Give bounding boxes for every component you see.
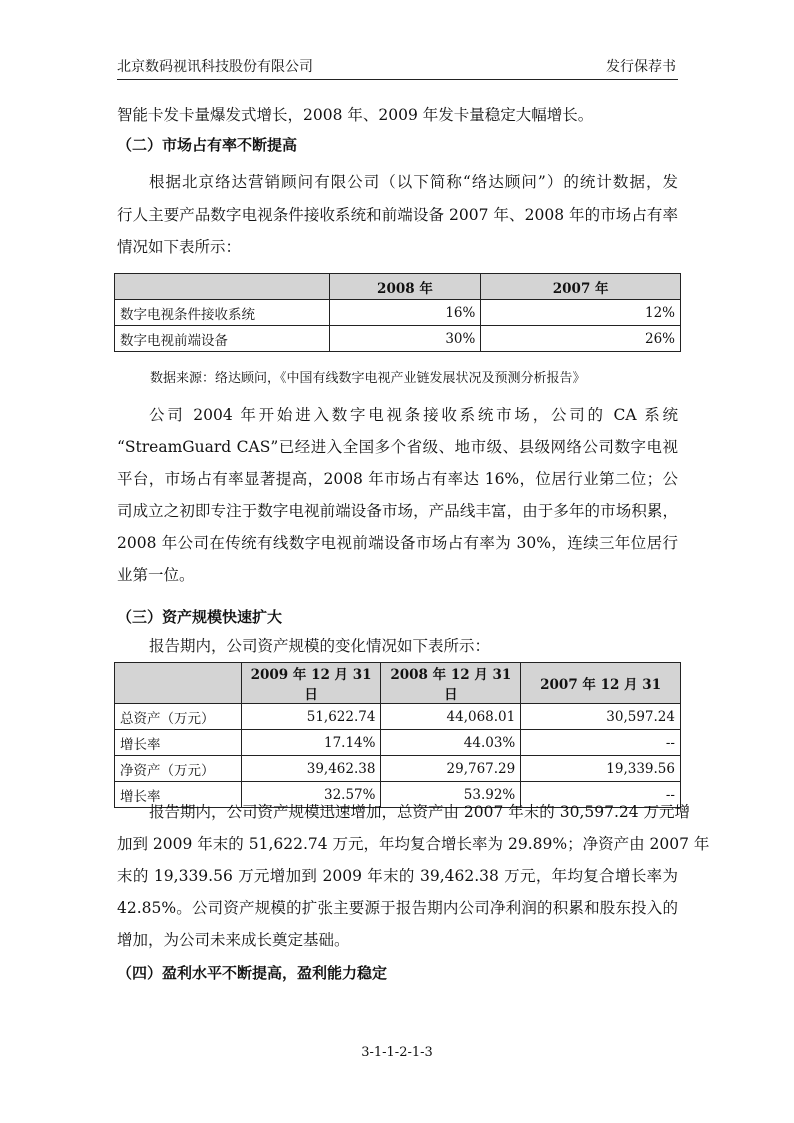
table-header-cell: 2008 年 xyxy=(329,274,481,300)
row-label: 数字电视条件接收系统 xyxy=(115,300,330,326)
table-cell: 19,339.56 xyxy=(521,756,681,782)
table-cell: 29,767.29 xyxy=(381,756,521,782)
table-cell: 32.57% xyxy=(241,782,381,808)
table-row xyxy=(115,756,681,782)
row-label: 净资产（万元） xyxy=(115,756,242,782)
table-header-cell: 2008 年 12 月 31 日 xyxy=(381,663,521,704)
market-share-table xyxy=(114,273,681,352)
table-row xyxy=(115,704,681,730)
table-cell: 44,068.01 xyxy=(381,704,521,730)
section3-heading: （三）资产规模快速扩大 xyxy=(117,608,283,626)
section2-heading: （二）市场占有率不断提高 xyxy=(117,136,298,154)
section2-p1-line2: 行人主要产品数字电视条件接收系统和前端设备 2007 年、2008 年的市场占有率 xyxy=(117,206,678,224)
header-rule xyxy=(117,79,678,80)
section2-p2-line3: 平台，市场占有率显著提高，2008 年市场占有率达 16%，位居行业第二位；公 xyxy=(117,470,678,488)
table-header-cell: 2007 年 xyxy=(481,274,681,300)
table-header-row xyxy=(115,274,681,300)
table-header-cell xyxy=(115,274,330,300)
intro-paragraph: 智能卡发卡量爆发式增长，2008 年、2009 年发卡量稳定大幅增长。 xyxy=(117,106,594,124)
table-header-cell: 2009 年 12 月 31 日 xyxy=(241,663,381,704)
section3-p-line1: 报告期内，公司资产规模迅速增加，总资产由 2007 年末的 30,597.24 万元增 xyxy=(149,803,691,821)
row-label: 增长率 xyxy=(115,730,242,756)
section2-p1-line3: 情况如下表所示： xyxy=(117,238,242,256)
section3-p-line4: 42.85%。公司资产规模的扩张主要源于报告期内公司净利润的积累和股东投入的 xyxy=(117,899,678,917)
table-cell: 53.92% xyxy=(381,782,521,808)
row-label: 总资产（万元） xyxy=(115,704,242,730)
section2-p2-line1: 公司 2004 年开始进入数字电视条接收系统市场，公司的 CA 系统 xyxy=(149,406,678,424)
table-header-row xyxy=(115,663,681,704)
header-doc-type: 发行保荐书 xyxy=(606,59,676,75)
section3-p-line2: 加到 2009 年末的 51,622.74 万元，年均复合增长率为 29.89%；净资产由 2007 年 xyxy=(117,835,710,853)
table-cell: 16% xyxy=(329,300,481,326)
table-cell: -- xyxy=(521,782,681,808)
page-number: 3-1-1-2-1-3 xyxy=(361,1045,433,1060)
table-source-note: 数据来源：络达顾问，《中国有线数字电视产业链发展状况及预测分析报告》 xyxy=(150,371,586,386)
section3-p-line3: 末的 19,339.56 万元增加到 2009 年末的 39,462.38 万元，年均复合增长率为 xyxy=(117,867,678,885)
table-cell: 26% xyxy=(481,326,681,352)
section2-p1-line1: 根据北京络达营销顾问有限公司（以下简称“络达顾问”）的统计数据，发 xyxy=(149,173,678,191)
table-cell: 17.14% xyxy=(241,730,381,756)
section4-heading: （四）盈利水平不断提高，盈利能力稳定 xyxy=(117,964,388,982)
row-label: 增长率 xyxy=(115,782,242,808)
section2-p2-line4: 司成立之初即专注于数字电视前端设备市场，产品线丰富，由于多年的市场积累， xyxy=(117,502,678,520)
table-cell: 12% xyxy=(481,300,681,326)
section3-intro: 报告期内，公司资产规模的变化情况如下表所示： xyxy=(149,637,491,655)
table-header-cell: 2007 年 12 月 31 xyxy=(521,663,681,704)
section2-p2-line5: 2008 年公司在传统有线数字电视前端设备市场占有率为 30%，连续三年位居行 xyxy=(117,534,678,552)
table-row xyxy=(115,300,681,326)
table-header-cell xyxy=(115,663,242,704)
header-company: 北京数码视讯科技股份有限公司 xyxy=(117,59,313,75)
table-cell: 51,622.74 xyxy=(241,704,381,730)
table-cell: -- xyxy=(521,730,681,756)
section2-p2-line6: 业第一位。 xyxy=(117,566,195,584)
table-cell: 39,462.38 xyxy=(241,756,381,782)
table-cell: 44.03% xyxy=(381,730,521,756)
table-row xyxy=(115,730,681,756)
table-cell: 30% xyxy=(329,326,481,352)
table-cell: 30,597.24 xyxy=(521,704,681,730)
table-row xyxy=(115,326,681,352)
section3-p-line5: 增加，为公司未来成长奠定基础。 xyxy=(117,931,350,949)
row-label: 数字电视前端设备 xyxy=(115,326,330,352)
asset-scale-table xyxy=(114,662,681,808)
section2-p2-line2: “StreamGuard CAS”已经进入全国多个省级、地市级、县级网络公司数字电视 xyxy=(117,438,678,456)
